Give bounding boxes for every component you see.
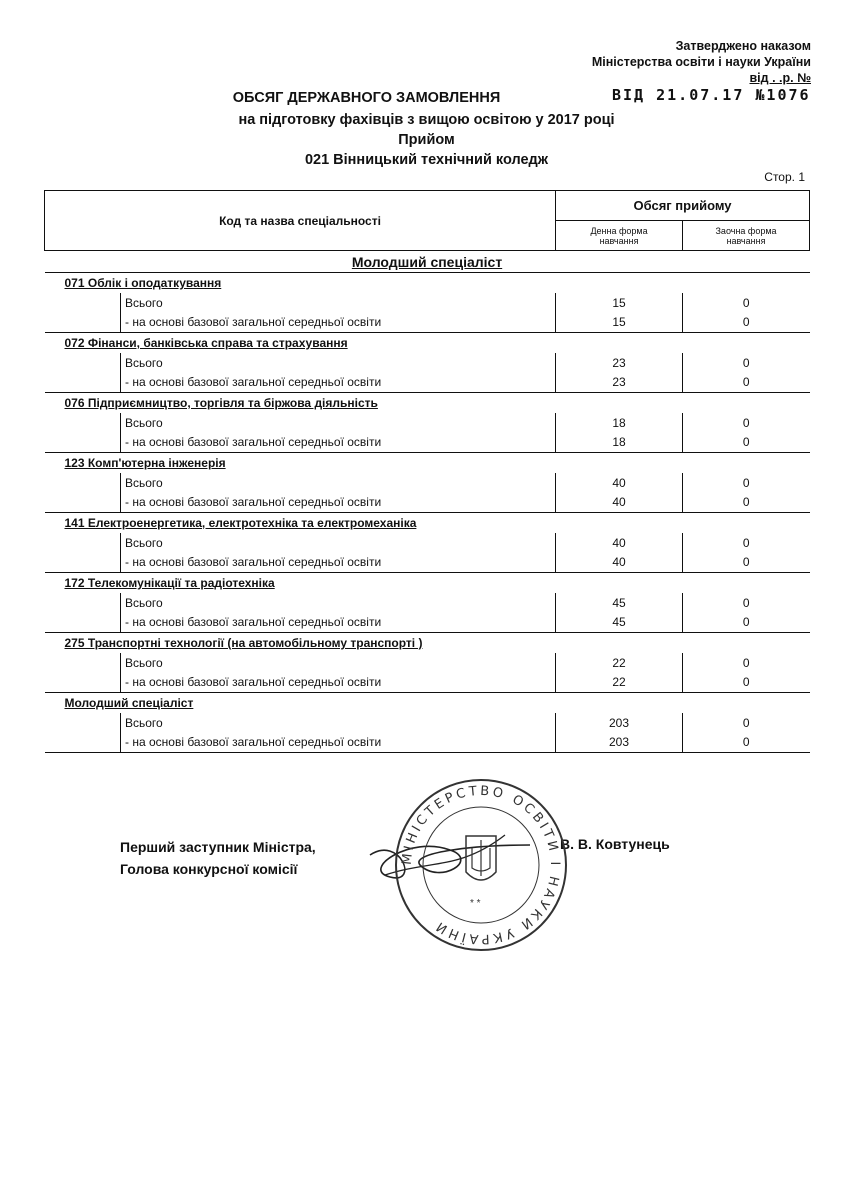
indent-cell	[45, 293, 121, 313]
indent-cell	[45, 613, 121, 633]
specialty-title: 076 Підприємництво, торгівля та біржова діяльність	[45, 393, 810, 413]
row-label: - на основі базової загальної середньої освіти	[121, 673, 556, 693]
extramural-form-value: 0	[683, 653, 810, 673]
row-label: - на основі базової загальної середньої освіти	[121, 733, 556, 753]
specialty-header-row	[45, 513, 810, 533]
day-form-value: 18	[556, 433, 683, 453]
indent-cell	[45, 653, 121, 673]
row-label: Всього	[121, 653, 556, 673]
specialty-title: 275 Транспортні технології (на автомобільному транспорті )	[45, 633, 810, 653]
doc-title: ОБСЯГ ДЕРЖАВНОГО ЗАМОВЛЕННЯ	[232, 90, 501, 106]
day-form-value: 40	[556, 493, 683, 513]
table-row	[45, 293, 810, 313]
extramural-form-value: 0	[683, 553, 810, 573]
specialty-title: Молодший спеціаліст	[45, 693, 810, 713]
col-header-extramural: Заочна форма навчання	[683, 221, 810, 251]
indent-cell	[45, 373, 121, 393]
specialty-header-row	[45, 633, 810, 653]
specialty-header-row	[45, 333, 810, 353]
indent-cell	[45, 353, 121, 373]
row-label: - на основі базової загальної середньої освіти	[121, 313, 556, 333]
page-number: Стор. 1	[764, 170, 805, 184]
indent-cell	[45, 433, 121, 453]
signer-position-2: Голова конкурсної комісії	[120, 861, 298, 877]
specialty-header-row	[45, 573, 810, 593]
signer-position-1: Перший заступник Міністра,	[120, 839, 316, 855]
specialty-title: 123 Комп'ютерна інженерія	[45, 453, 810, 473]
table-row	[45, 653, 810, 673]
extramural-form-value: 0	[683, 533, 810, 553]
row-label: Всього	[121, 473, 556, 493]
day-form-value: 40	[556, 553, 683, 573]
table-row	[45, 353, 810, 373]
signer-name: В. В. Ковтунець	[560, 836, 670, 852]
extramural-form-value: 0	[683, 493, 810, 513]
specialty-title: 141 Електроенергетика, електротехніка та електромеханіка	[45, 513, 810, 533]
day-form-value: 203	[556, 733, 683, 753]
indent-cell	[45, 533, 121, 553]
specialty-header-row	[45, 393, 810, 413]
day-form-value: 40	[556, 533, 683, 553]
approval-line-1: Затверджено наказом	[675, 39, 811, 53]
extramural-form-value: 0	[683, 673, 810, 693]
day-form-value: 18	[556, 413, 683, 433]
day-form-value: 203	[556, 713, 683, 733]
day-form-value: 15	[556, 313, 683, 333]
specialty-title: 172 Телекомунікації та радіотехніка	[45, 573, 810, 593]
approval-line-3: від . .р. №	[749, 71, 811, 85]
extramural-form-value: 0	[683, 713, 810, 733]
table-row	[45, 433, 810, 453]
day-form-value: 22	[556, 653, 683, 673]
approval-block	[592, 38, 811, 86]
table-row	[45, 613, 810, 633]
approval-line-2: Міністерства освіти і науки України	[591, 55, 811, 69]
col-header-name: Код та назва спеціальності	[45, 191, 556, 251]
extramural-form-value: 0	[683, 373, 810, 393]
row-label: Всього	[121, 533, 556, 553]
table-row	[45, 733, 810, 753]
row-label: - на основі базової загальної середньої освіти	[121, 373, 556, 393]
doc-college: 021 Вінницький технічний коледж	[304, 152, 549, 168]
day-form-value: 40	[556, 473, 683, 493]
table-row	[45, 413, 810, 433]
row-label: Всього	[121, 713, 556, 733]
specialty-header-row	[45, 693, 810, 713]
official-seal	[392, 776, 570, 954]
indent-cell	[45, 413, 121, 433]
col-header-volume: Обсяг прийому	[556, 191, 810, 221]
table-row	[45, 533, 810, 553]
day-form-value: 23	[556, 353, 683, 373]
row-label: Всього	[121, 413, 556, 433]
day-form-value: 23	[556, 373, 683, 393]
row-label: - на основі базової загальної середньої освіти	[121, 553, 556, 573]
doc-subtitle: на підготовку фахівців з вищою освітою у 2017 році	[238, 112, 615, 128]
row-label: - на основі базової загальної середньої освіти	[121, 493, 556, 513]
indent-cell	[45, 673, 121, 693]
indent-cell	[45, 313, 121, 333]
svg-text:* *: * *	[470, 898, 481, 909]
extramural-form-value: 0	[683, 293, 810, 313]
day-form-value: 15	[556, 293, 683, 313]
doc-intake: Прийом	[398, 132, 455, 148]
table-row	[45, 553, 810, 573]
table-row	[45, 593, 810, 613]
table-row	[45, 713, 810, 733]
order-stamp-number: ВІД 21.07.17 №1076	[612, 86, 811, 104]
row-label: - на основі базової загальної середньої освіти	[121, 433, 556, 453]
day-form-value: 22	[556, 673, 683, 693]
day-form-value: 45	[556, 613, 683, 633]
indent-cell	[45, 553, 121, 573]
row-label: Всього	[121, 293, 556, 313]
row-label: Всього	[121, 593, 556, 613]
table-row	[45, 313, 810, 333]
specialty-title: 072 Фінанси, банківська справа та страхування	[45, 333, 810, 353]
signature-block	[120, 836, 316, 880]
extramural-form-value: 0	[683, 433, 810, 453]
table-row	[45, 673, 810, 693]
extramural-form-value: 0	[683, 593, 810, 613]
table-row	[45, 373, 810, 393]
indent-cell	[45, 493, 121, 513]
day-form-value: 45	[556, 593, 683, 613]
specialty-header-row	[45, 273, 810, 293]
extramural-form-value: 0	[683, 313, 810, 333]
row-label: Всього	[121, 353, 556, 373]
indent-cell	[45, 733, 121, 753]
specialty-header-row	[45, 453, 810, 473]
row-label: - на основі базової загальної середньої освіти	[121, 613, 556, 633]
col-header-day: Денна форма навчання	[556, 221, 683, 251]
extramural-form-value: 0	[683, 733, 810, 753]
specialty-title: 071 Облік і оподаткування	[45, 273, 810, 293]
section-title: Молодший спеціаліст	[351, 253, 503, 270]
indent-cell	[45, 593, 121, 613]
extramural-form-value: 0	[683, 353, 810, 373]
admission-table	[44, 190, 810, 753]
extramural-form-value: 0	[683, 473, 810, 493]
indent-cell	[45, 713, 121, 733]
indent-cell	[45, 473, 121, 493]
extramural-form-value: 0	[683, 413, 810, 433]
table-row	[45, 493, 810, 513]
svg-text:МІНІСТЕРСТВО ОСВІТИ І НАУКИ УК: МІНІСТЕРСТВО ОСВІТИ І НАУКИ УКРАЇНИ	[399, 783, 563, 947]
table-row	[45, 473, 810, 493]
extramural-form-value: 0	[683, 613, 810, 633]
